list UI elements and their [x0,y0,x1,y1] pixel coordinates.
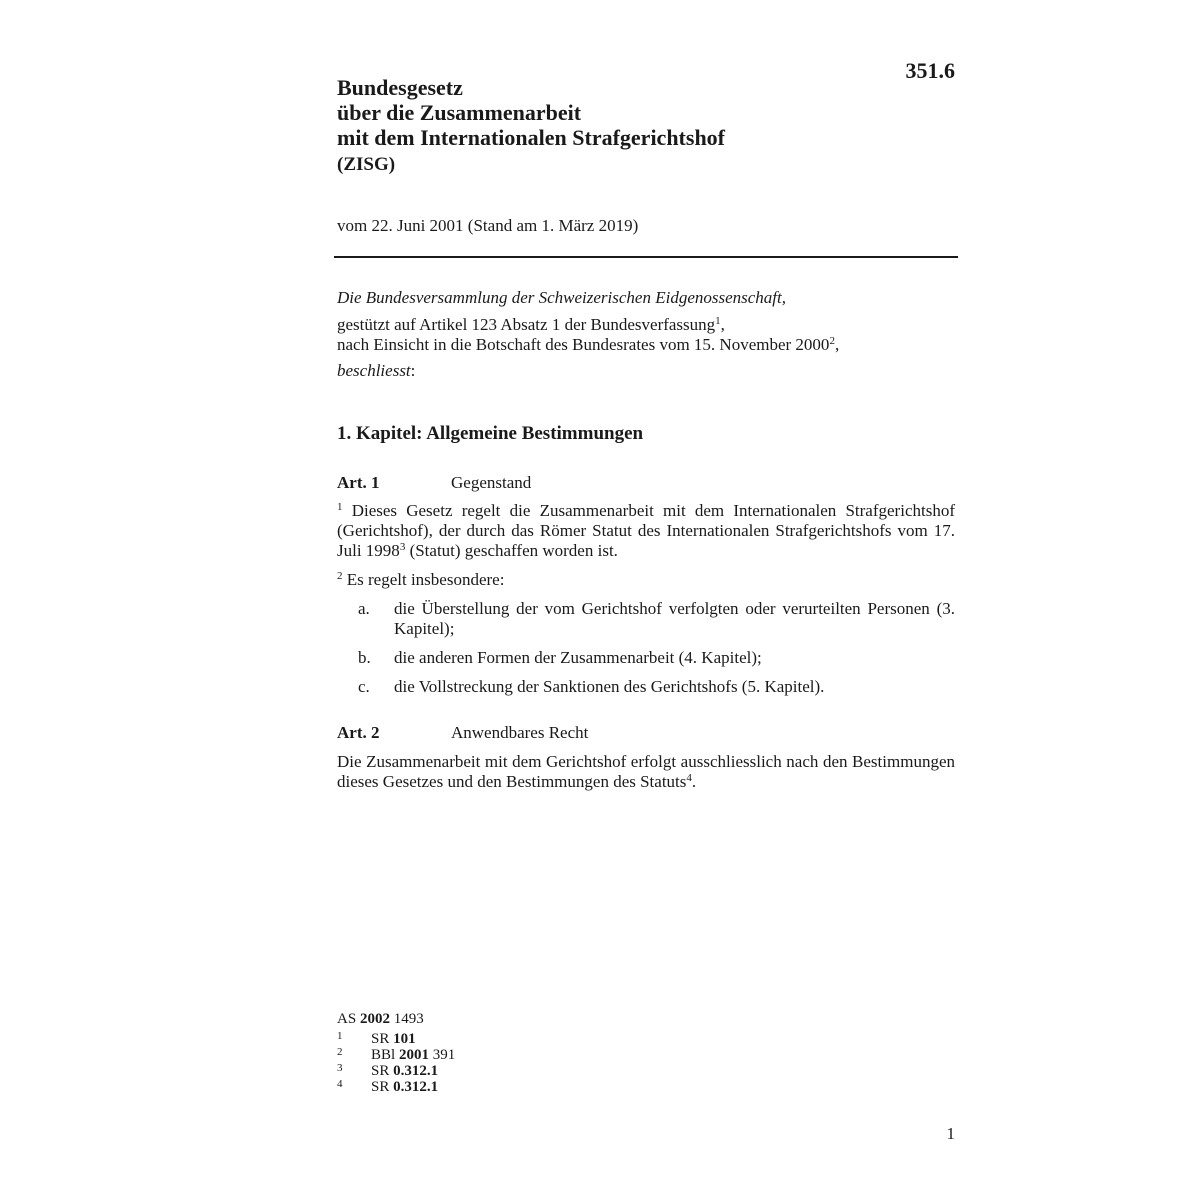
list-item-text: die anderen Formen der Zusammenarbeit (4. Kapitel); [394,648,762,667]
art-1-paragraph-2 [337,570,955,590]
footnote-suffix: 391 [428,1047,456,1063]
art-2-text: Die Zusammenarbeit mit dem Gerichtshof erfolgt ausschliesslich nach den Bestimmungen dieses Gesetzes und den Bestimmungen des Statuts [337,752,955,791]
title-line-1: Bundesgesetz [337,75,463,100]
footnote-prefix: SR [371,1063,394,1079]
list-item-letter: a. [358,599,370,618]
footnote-number: 3 [337,1062,343,1074]
footnote-text [371,1031,416,1048]
law-title [337,75,725,150]
law-abbreviation: (ZISG) [337,154,396,175]
source-prefix: AS [337,1011,360,1027]
preamble-line-4 [337,361,415,381]
footnote-bold: 0.312.1 [393,1079,439,1095]
footnote-bold: 0.312.1 [393,1063,439,1079]
law-date: vom 22. Juni 2001 (Stand am 1. März 2019) [337,216,639,235]
preamble-line-3-text: nach Einsicht in die Botschaft des Bundesrates vom 15. November 2000 [337,335,830,354]
preamble-line-1: Die Bundesversammlung der Schweizerischen Eidgenossenschaft, [337,288,786,307]
art-1-title: Gegenstand [451,473,532,492]
footnote-number: 2 [337,1046,343,1058]
source-year: 2002 [359,1011,390,1027]
paragraph-number: 2 [337,570,343,582]
footnote-number: 4 [337,1078,343,1090]
header-divider [334,256,958,258]
footnote-prefix: BBl [371,1047,399,1063]
preamble-line-2-text: gestützt auf Artikel 123 Absatz 1 der Bundesverfassung [337,315,716,334]
art-2-number: Art. 2 [337,723,380,742]
paragraph-number: 1 [337,501,343,513]
art-2-paragraph [337,752,955,792]
art-1-paragraph-1 [337,501,955,561]
art-2-title: Anwendbares Recht [451,723,589,742]
list-item-text: die Überstellung der vom Gerichtshof verfolgten oder verurteilten Personen (3. Kapitel); [394,599,955,638]
footnote-ref-1[interactable]: 1 [715,315,721,327]
footnote-ref-3[interactable]: 3 [399,541,406,553]
page-number: 1 [946,1124,955,1143]
preamble-line-2 [337,315,725,335]
art-1-number: Art. 1 [337,473,380,492]
footnote-number: 1 [337,1030,343,1042]
art-1-p1-text-b: (Statut) geschaffen worden ist. [405,541,618,560]
source-page: 1493 [389,1011,424,1027]
title-line-3: mit dem Internationalen Strafgerichtshof [337,125,726,150]
footnote-ref-4[interactable]: 4 [686,772,692,784]
footnote-prefix: SR [371,1079,394,1095]
preamble-line-4-end: : [410,361,416,380]
preamble-line-3-end: , [834,335,840,354]
art-2-end: . [691,772,697,791]
footnote-bold: 2001 [398,1047,429,1063]
list-item-letter: b. [358,648,371,667]
footnote-ref-2[interactable]: 2 [829,335,835,347]
chapter-1-title: 1. Kapitel: Allgemeine Bestimmungen [337,423,644,444]
footnote-source [337,1011,424,1028]
footnote-prefix: SR [371,1031,394,1047]
footnote-text [371,1047,455,1064]
art-1-p2-text: Es regelt insbesondere: [342,570,505,589]
footnote-text [371,1079,438,1096]
preamble-resolves: beschliesst [337,361,411,380]
list-item-letter: c. [358,677,370,696]
footnote-text [371,1063,438,1080]
art-1-p1-text-a: Dieses Gesetz regelt die Zusammenarbeit mit dem Internationalen Strafgerichtshof (Gerichtshof), der durch das Römer Statut des Internationalen Strafgerichtshofs vom 17. Juli 1998 [337,501,955,560]
footnote-bold: 101 [393,1031,416,1047]
sr-number: 351.6 [905,58,955,83]
list-item-text: die Vollstreckung der Sanktionen des Gerichtshofs (5. Kapitel). [394,677,825,696]
preamble-line-3 [337,335,839,355]
title-line-2: über die Zusammenarbeit [337,100,582,125]
preamble-line-2-end: , [720,315,725,334]
